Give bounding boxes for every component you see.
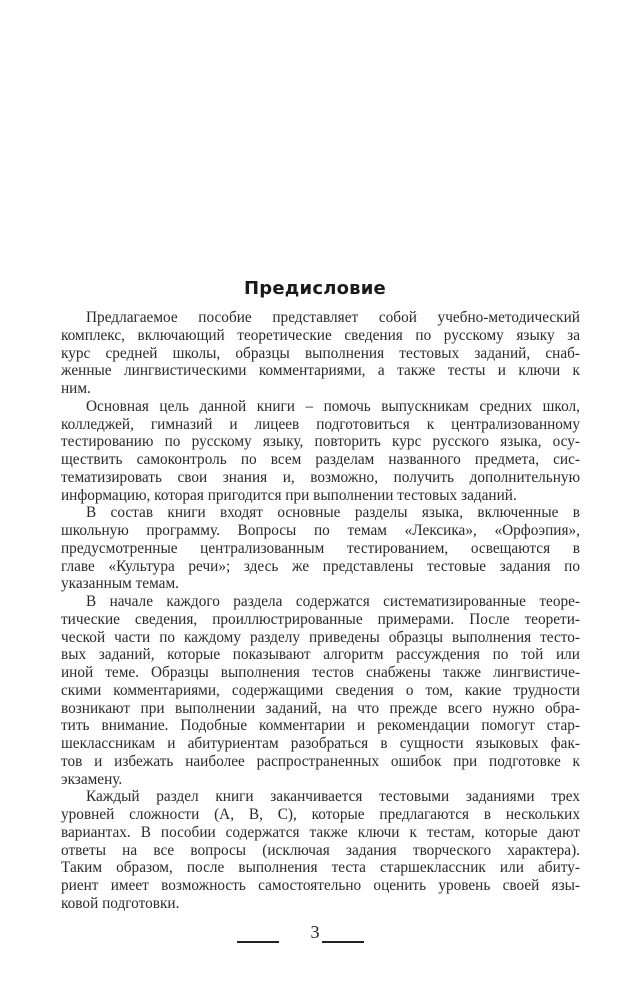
text-line: тематизировать свои знания и, возможно, получить дополнительную xyxy=(61,468,580,486)
preface-body xyxy=(61,309,580,913)
page-number: 3 xyxy=(310,922,320,942)
text-line: комплекс, включающий теоретические сведения по русскому языку за xyxy=(61,326,580,344)
text-line: курс средней школы, образцы выполнения тестовых заданий, снаб- xyxy=(61,344,580,362)
text-line: Предлагаемое пособие представляет собой учебно-методический xyxy=(86,309,580,326)
text-line: Таким образом, после выполнения теста старшеклассник или абиту- xyxy=(61,859,580,877)
text-line: предусмотренные централизованным тестированием, освещаются в xyxy=(61,539,580,557)
page-title: Предисловие xyxy=(244,278,386,299)
text-line: вых заданий, которые показывают алгоритм рассуждения по той или xyxy=(61,646,580,664)
text-line: ответы на все вопросы (исключая задания творческого характера). xyxy=(61,841,580,859)
text-line: женные лингвистическими комментариями, а также тесты и ключи к xyxy=(61,362,580,380)
paragraph xyxy=(61,504,580,593)
text-line: В начале каждого раздела содержатся систематизированные теоре- xyxy=(86,593,580,610)
text-line: тестированию по русскому языку, повторить курс русского языка, осу- xyxy=(61,433,580,451)
text-line: Каждый раздел книги заканчивается тестовыми заданиями трех xyxy=(86,788,580,806)
text-line: ковой подготовки. xyxy=(61,894,180,912)
text-line: Основная цель данной книги – помочь выпускникам средних школ, xyxy=(86,397,580,415)
text-line: школьную программу. Вопросы по темам «Лексика», «Орфоэпия», xyxy=(61,522,580,539)
text-line: уровней сложности (А, В, С), которые предлагаются в нескольких xyxy=(61,806,580,823)
text-line: тить внимание. Подобные комментарии и рекомендации помогут стар- xyxy=(61,717,580,735)
text-line: шеклассникам и абитуриентам разобраться в сущности языковых фак- xyxy=(61,735,580,752)
text-line: экзамену. xyxy=(61,770,123,788)
text-line: колледжей, гимназий и лицеев подготовиться к централизованному xyxy=(61,415,580,433)
text-line: указанным темам. xyxy=(61,575,179,593)
paragraph xyxy=(61,309,580,398)
text-line: скими комментариями, содержащими сведения о том, какие трудности xyxy=(61,681,580,699)
paragraph xyxy=(61,398,580,505)
text-line: ним. xyxy=(61,380,91,397)
footer-rule-right xyxy=(322,941,364,943)
text-line: тические сведения, проиллюстрированные примерами. После теорети- xyxy=(61,610,580,628)
text-line: ществить самоконтроль по всем разделам названного предмета, сис- xyxy=(61,451,580,468)
page-footer xyxy=(0,922,630,946)
text-line: ческой части по каждому разделу приведены образцы выполнения тесто- xyxy=(61,628,580,646)
paragraph xyxy=(61,788,580,912)
paragraph xyxy=(61,593,580,788)
text-line: информацию, которая пригодится при выполнении тестовых заданий. xyxy=(61,486,517,504)
text-line: возникают при выполнении заданий, на что прежде всего нужно обра- xyxy=(61,699,580,717)
text-line: главе «Культура речи»; здесь же представлены тестовые задания по xyxy=(61,557,580,575)
text-line: риент имеет возможность самостоятельно оценить уровень своей язы- xyxy=(61,877,580,894)
text-line: тов и избежать наиболее распространенных ошибок при подготовке к xyxy=(61,752,580,770)
text-line: иной теме. Образцы выполнения тестов снабжены также лингвистиче- xyxy=(61,664,580,681)
text-line: вариантах. В пособии содержатся также ключи к тестам, которые дают xyxy=(61,823,580,841)
text-line: В состав книги входят основные разделы языка, включенные в xyxy=(86,504,580,522)
